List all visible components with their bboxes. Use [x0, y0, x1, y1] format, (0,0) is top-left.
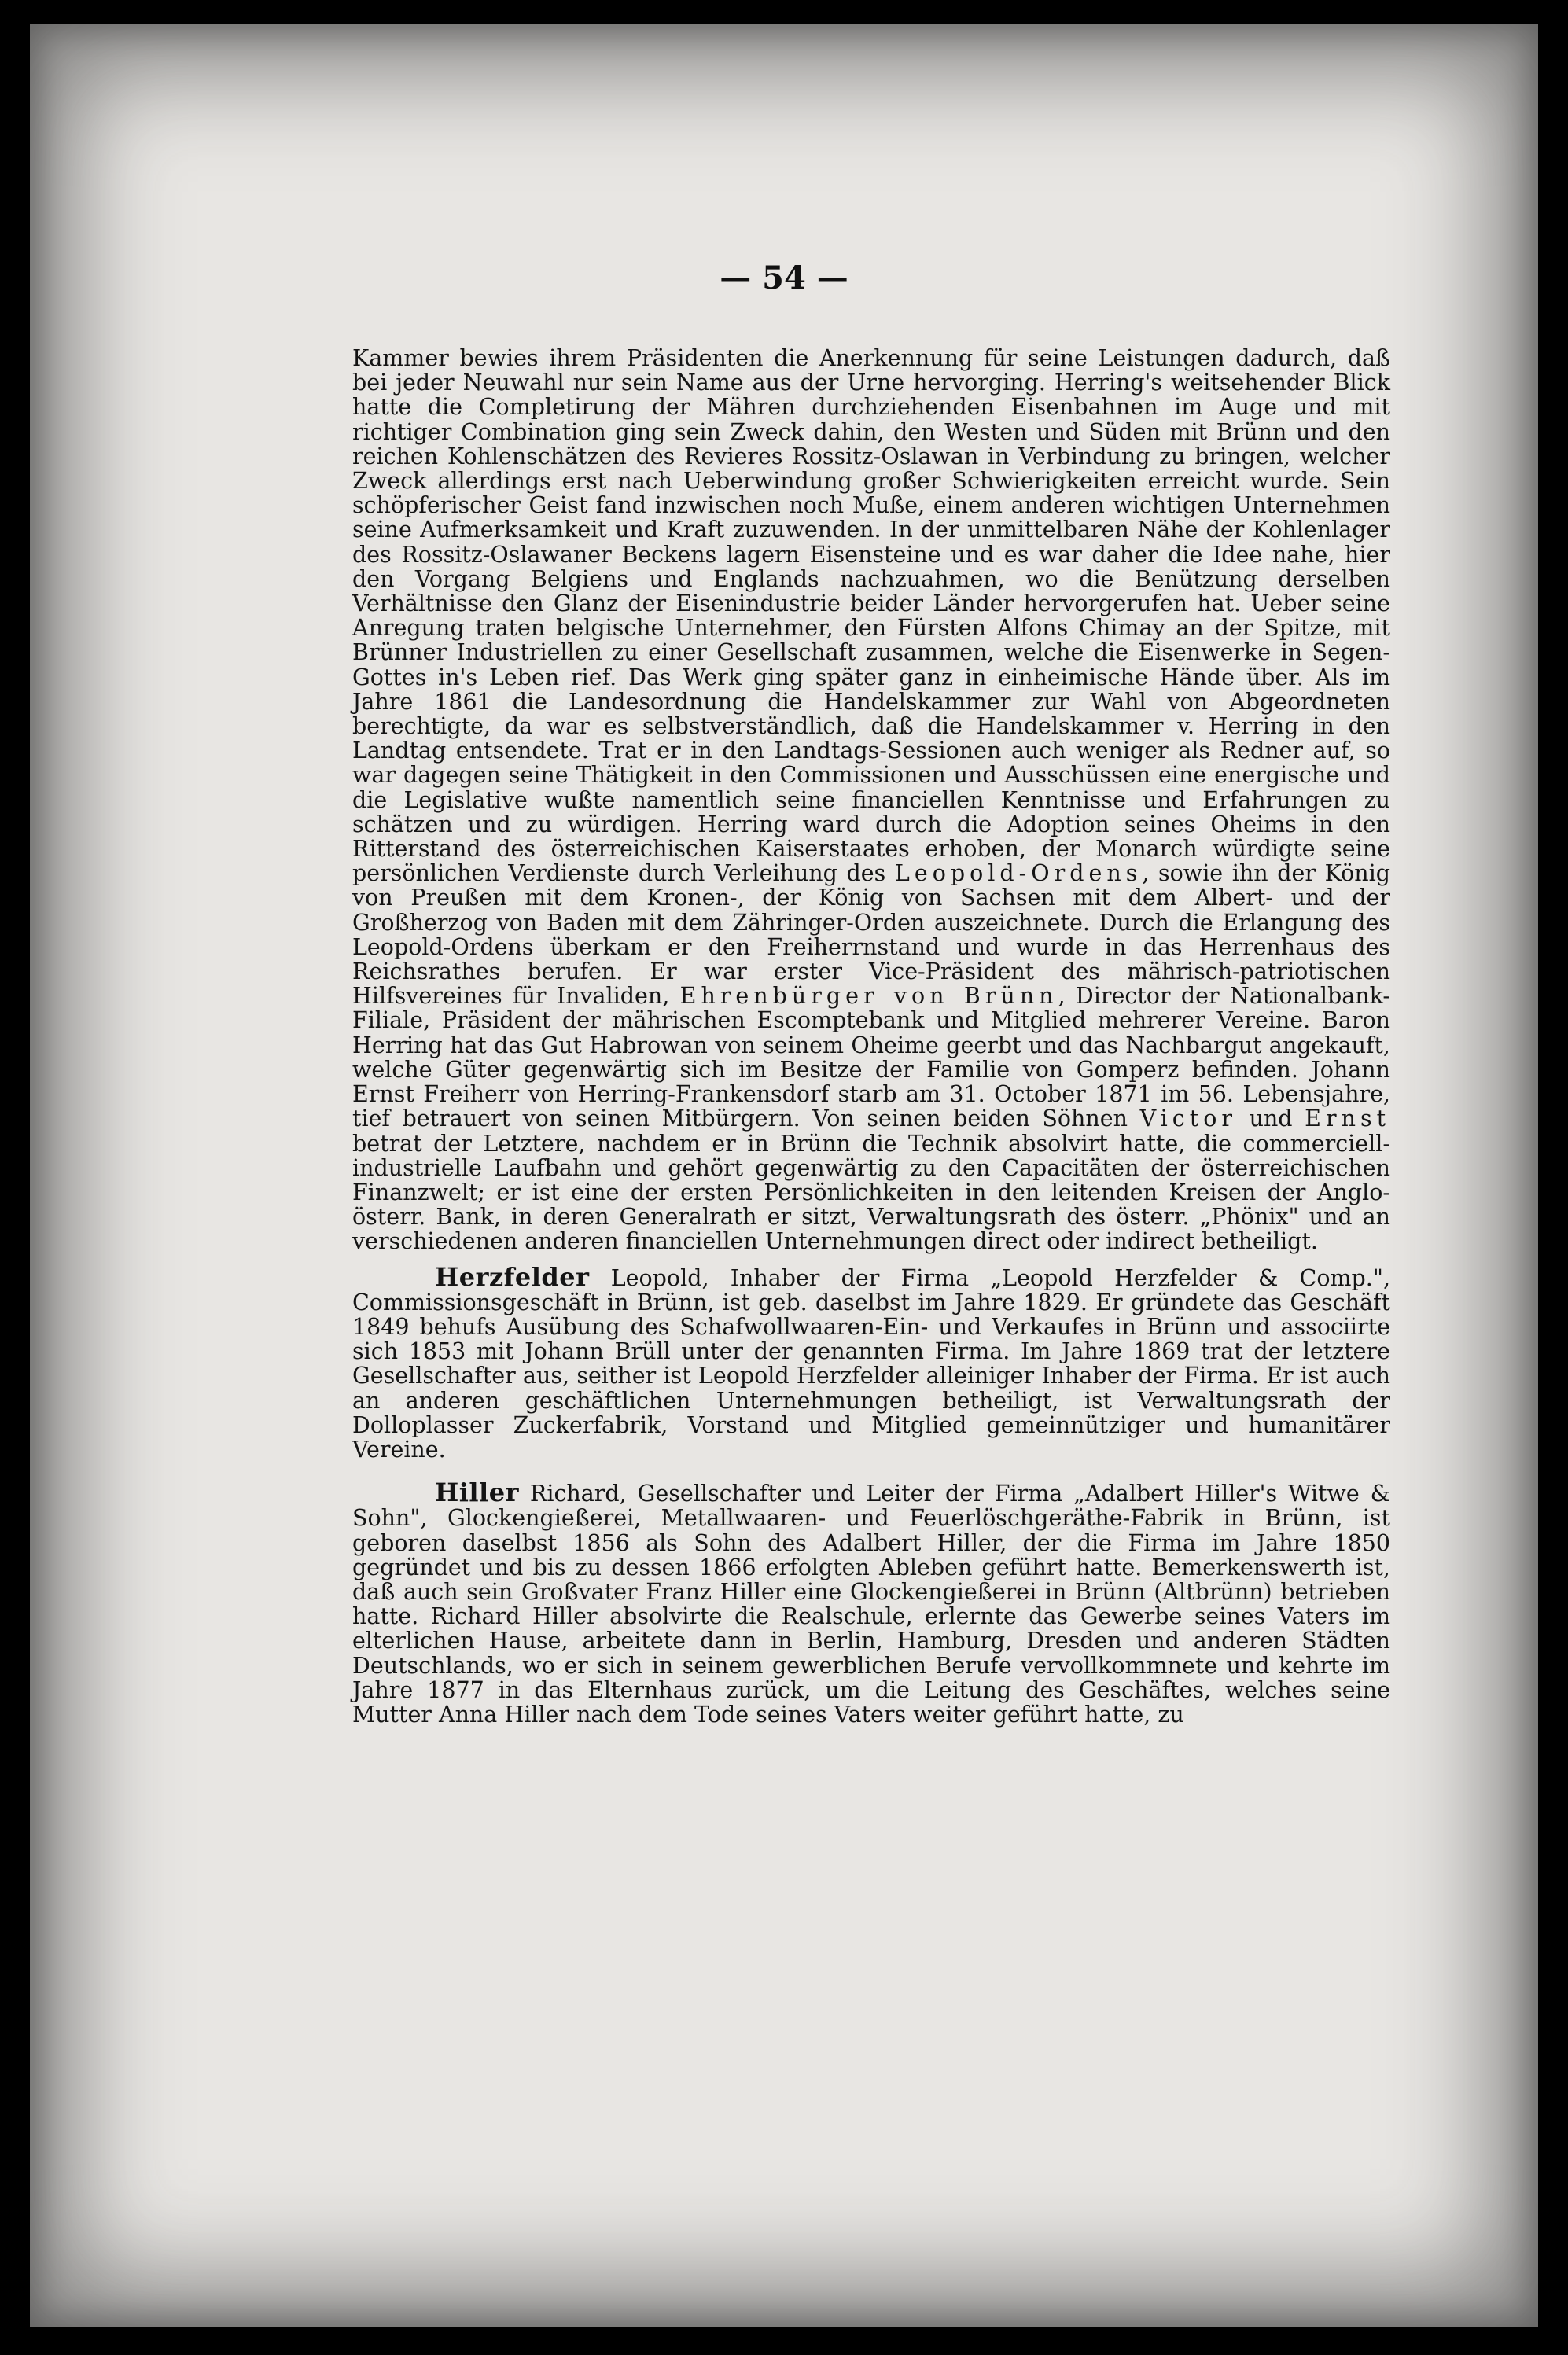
spaced-term: Victor	[1139, 1106, 1237, 1132]
entry-text: Leopold, Inhaber der Firma „Leopold Herzfelder & Comp.", Commissionsgeschäft in Brünn, ist geb. daselbst im Jahre 1829. Er gründete das Geschäft 1849 behufs Ausübung des Schafwollwaaren-Ein- und Verkaufes in Brünn und associirte sich 1853 mit Johann Brüll unter der genannten Firma. Im Jahre 1869 trat der letztere Gesellschafter aus, seither ist Leopold Herzfelder alleiniger Inhaber der Firma. Er ist auch an anderen geschäftlichen Unternehmungen betheiligt, ist Verwaltungsrath der Dolloplasser Zuckerfabrik, Vorstand und Mitglied gemeinnütziger und humanitärer Vereine.	[352, 1264, 1390, 1463]
entry-headword: Hiller	[435, 1477, 519, 1508]
entry-hiller	[352, 1477, 1391, 1728]
spaced-term: Ehrenbürger von Brünn	[679, 983, 1058, 1010]
spaced-term: Leopold-Ordens	[894, 860, 1143, 887]
spaced-term: Ernst	[1305, 1106, 1391, 1132]
paragraph-text: und	[1249, 1106, 1293, 1132]
paragraph-text: , sowie ihn der König von Preußen mit dem Kronen-, der König von Sachsen mit dem Albert- und der Großherzog von Baden mit dem Zähringer-Orden auszeichnete. Durch die Erlangung des Leopold-Ordens überkam er den Freiherrnstand und wurde in das Herrenhaus des Reichsrathes berufen. Er war erster Vice-Präsident des mährisch-patriotischen Hilfsvereines für Invaliden,	[352, 860, 1391, 1010]
entry-herzfelder	[352, 1261, 1390, 1463]
paragraph-text: , Director der Nationalbank-Filiale, Präsident der mährischen Escomptebank und Mitglied mehrerer Vereine. Baron Herring hat das Gut Habrowan von seinem Oheime geerbt und das Nachbargut angekauft, welche Güter gegenwärtig sich im Besitze der Familie von Gomperz befinden. Johann Ernst Freiherr von Herring-Frankensdorf starb am 31. October 1871 im 56. Lebensjahre, tief betrauert von seinen Mitbürgern. Von seinen beiden Söhnen	[352, 983, 1391, 1132]
entry-headword: Herzfelder	[435, 1261, 590, 1292]
entry-text: Richard, Gesellschafter und Leiter der Firma „Adalbert Hiller's Witwe & Sohn", Glockengießerei, Metallwaaren- und Feuerlöschgeräthe-Fabrik in Brünn, ist geboren daselbst 1856 als Sohn des Adalbert Hiller, der die Firma im Jahre 1850 gegründet und bis zu dessen 1866 erfolgten Ableben geführt hatte. Bemerkenswerth ist, daß auch sein Großvater Franz Hiller eine Glockengießerei in Brünn (Altbrünn) betrieben hatte. Richard Hiller absolvirte die Realschule, erlernte das Gewerbe seines Vaters im elterlichen Hause, arbeitete dann in Berlin, Hamburg, Dresden und anderen Städten Deutschlands, wo er sich in seinem gewerblichen Berufe vervollkommnete und kehrte im Jahre 1877 in das Elternhaus zurück, um die Leitung des Geschäftes, welches seine Mutter Anna Hiller nach dem Tode seines Vaters weiter geführt hatte, zu	[352, 1481, 1391, 1728]
paragraph-text: betrat der Letztere, nachdem er in Brünn die Technik absolvirt hatte, die commerciell-industrielle Laufbahn und gehört gegenwärtig zu den Capacitäten der österreichischen Finanzwelt; er ist eine der ersten Persönlichkeiten in den leitenden Kreisen der Anglo-österr. Bank, in deren Generalrath er sitzt, Verwaltungsrath des österr. „Phönix" und an verschiedenen anderen financiellen Unternehmungen direct oder indirect betheiligt.	[352, 1130, 1390, 1255]
book-page	[30, 24, 1538, 2327]
paragraph-text: Kammer bewies ihrem Präsidenten die Anerkennung für seine Leistungen dadurch, daß bei jeder Neuwahl nur sein Name aus der Urne hervorging. Herring's weitsehender Blick hatte die Completirung der Mähren durchziehenden Eisenbahnen im Auge und mit richtiger Combination ging sein Zweck dahin, den Westen und Süden mit Brünn und den reichen Kohlenschätzen des Revieres Rossitz-Oslawan in Verbindung zu bringen, welcher Zweck allerdings erst nach Ueberwindung großer Schwierigkeiten erreicht wurde. Sein schöpferischer Geist fand inzwischen noch Muße, einem anderen wichtigen Unternehmen seine Aufmerksamkeit und Kraft zuzuwenden. In der unmittelbaren Nähe der Kohlenlager des Rossitz-Oslawaner Beckens lagern Eisensteine und es war daher die Idee nahe, hier den Vorgang Belgiens und Englands nachzuahmen, wo die Benützung derselben Verhältnisse den Glanz der Eisenindustrie beider Länder hervorgerufen hat. Ueber seine Anregung traten belgische Unternehmer, den Fürsten Alfons Chimay an der Spitze, mit Brünner Industriellen zu einer Gesellschaft zusammen, welche die Eisenwerke in Segen-Gottes in's Leben rief. Das Werk ging später ganz in einheimische Hände über. Als im Jahre 1861 die Landesordnung die Handelskammer zur Wahl von Abgeordneten berechtigte, da war es selbstverständlich, daß die Handelskammer v. Herring in den Landtag entsendete. Trat er in den Landtags-Sessionen auch weniger als Redner auf, so war dagegen seine Thätigkeit in den Commissionen und Ausschüssen eine energische und die Legislative wußte namentlich seine financiellen Kenntnisse und Erfahrungen zu schätzen und zu würdigen. Herring ward durch die Adoption seines Oheims in den Ritterstand des österreichischen Kaiserstaates erhoben, der Monarch würdigte seine persönlichen Verdienste durch Verleihung des	[352, 345, 1390, 887]
body-text	[352, 346, 1390, 1727]
paragraph-herring-continued	[352, 346, 1390, 1254]
page-number: — 54 —	[720, 259, 848, 296]
